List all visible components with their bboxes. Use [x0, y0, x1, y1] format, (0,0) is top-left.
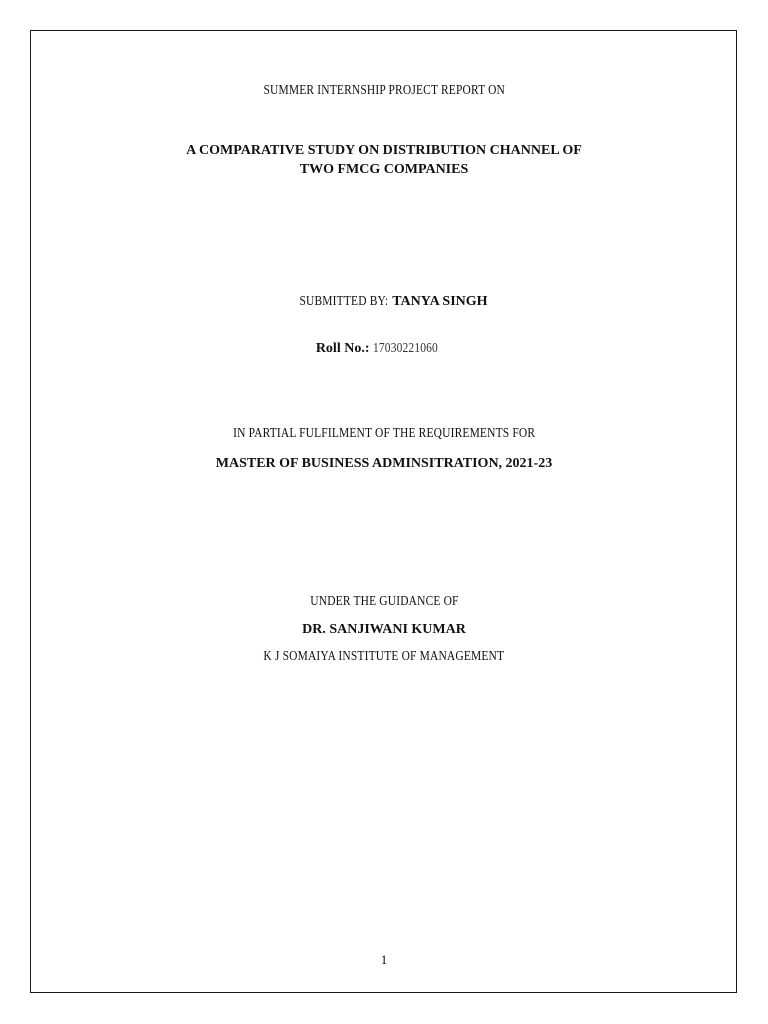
guide-name: DR. SANJIWANI KUMAR: [302, 622, 466, 637]
submitted-by: [0, 293, 768, 311]
page-number: 1: [380, 952, 388, 967]
roll-number: [0, 340, 768, 358]
fulfilment-text-content: IN PARTIAL FULFILMENT OF THE REQUIREMENTS FOR: [232, 426, 535, 441]
report-heading-text: SUMMER INTERNSHIP PROJECT REPORT ON: [263, 83, 505, 98]
report-title-line-1: A COMPARATIVE STUDY ON DISTRIBUTION CHANNEL OF: [186, 143, 582, 158]
roll-label: Roll No.:: [315, 341, 370, 356]
submitted-by-label: SUBMITTED BY:: [299, 294, 389, 309]
institute-name-text: K J SOMAIYA INSTITUTE OF MANAGEMENT: [263, 649, 505, 664]
report-title-line-2: TWO FMCG COMPANIES: [299, 162, 469, 177]
roll-value: 17030221060: [372, 341, 438, 356]
report-heading: [0, 82, 768, 100]
institute-name: [0, 648, 768, 666]
guidance-label: [0, 593, 768, 611]
degree: MASTER OF BUSINESS ADMINSITRATION, 2021-23: [215, 456, 553, 471]
guidance-label-text: UNDER THE GUIDANCE OF: [309, 594, 459, 609]
submitted-by-name: TANYA SINGH: [392, 294, 488, 309]
fulfilment-text: [0, 425, 768, 443]
